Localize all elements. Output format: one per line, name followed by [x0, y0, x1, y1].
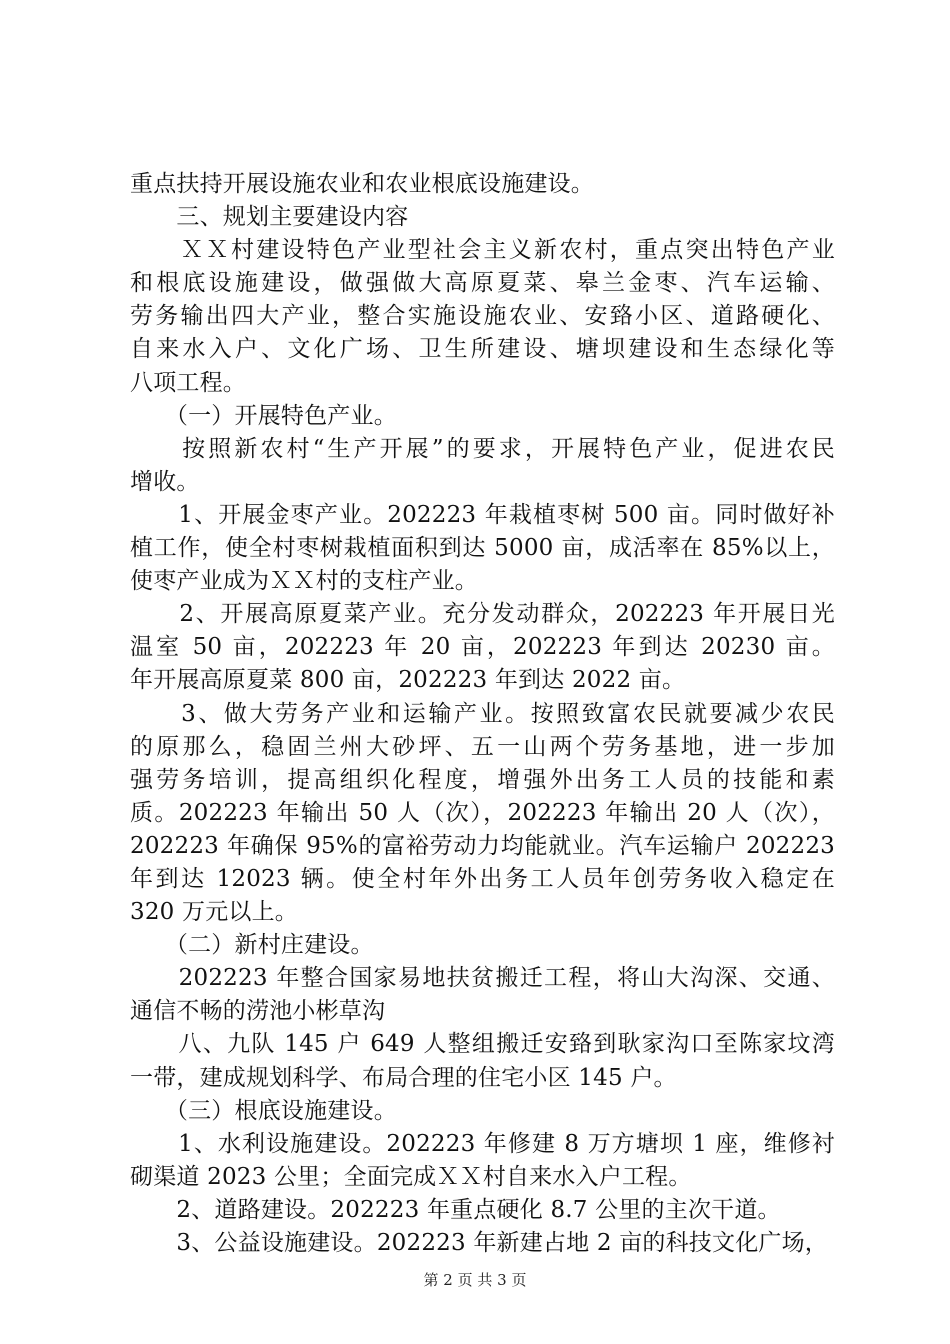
text-line: 2、道路建设。202223 年重点硬化 8.7 公里的主次干道。: [130, 1196, 781, 1223]
text-line: 的原那么，稳固兰州大砂坪、五一山两个劳务基地，进一步加: [130, 733, 835, 760]
text-line: ＸＸ村建设特色产业型社会主义新农村，重点突出特色产业: [130, 237, 835, 264]
text-line: 劳务输出四大产业，整合实施设施农业、安臵小区、道路硬化、: [130, 303, 835, 330]
text-line: （一）开展特色产业。: [130, 402, 397, 429]
text-line: 使枣产业成为ＸＸ村的支柱产业。: [130, 568, 478, 595]
page-footer: 第 2 页 共 3 页: [423, 1271, 527, 1289]
text-line: 202223 年确保 95%的富裕劳动力均能就业。汽车运输户 202223: [130, 832, 835, 859]
text-line: 一带，建成规划科学、布局合理的住宅小区 145 户。: [130, 1064, 677, 1091]
text-line: 增收。: [130, 468, 200, 495]
text-line: 重点扶持开展设施农业和农业根底设施建设。: [130, 171, 594, 197]
text-line: 1、开展金枣产业。202223 年栽植枣树 500 亩。同时做好补: [130, 501, 835, 528]
document-body: [130, 168, 835, 1260]
text-line: 年到达 12023 辆。使全村年外出务工人员年创劳务收入稳定在: [130, 865, 835, 892]
text-line: （二）新村庄建设。: [130, 932, 374, 959]
text-line: 按照新农村“生产开展”的要求，开展特色产业，促进农民: [130, 435, 835, 462]
text-line: 三、规划主要建设内容: [130, 204, 409, 231]
text-line: 自来水入户、文化广场、卫生所建设、塘坝建设和生态绿化等: [130, 336, 835, 363]
text-line: 1、水利设施建设。202223 年修建 8 万方塘坝 1 座，维修衬: [130, 1130, 835, 1157]
text-line: 年开展高原夏菜 800 亩，202223 年到达 2022 亩。: [130, 667, 686, 694]
text-line: 320 万元以上。: [130, 899, 299, 926]
text-line: 3、做大劳务产业和运输产业。按照致富农民就要减少农民: [130, 700, 835, 727]
text-line: 八、九队 145 户 649 人整组搬迁安臵到耿家沟口至陈家坟湾: [130, 1031, 835, 1058]
text-line: 植工作，使全村枣树栽植面积到达 5000 亩，成活率在 85%以上，: [130, 535, 835, 562]
text-line: 2、开展高原夏菜产业。充分发动群众，202223 年开展日光: [130, 601, 835, 628]
text-line: 202223 年整合国家易地扶贫搬迁工程，将山大沟深、交通、: [130, 965, 835, 992]
text-line: 3、公益设施建设。202223 年新建占地 2 亩的科技文化广场，: [130, 1230, 828, 1256]
text-line: 八项工程。: [130, 369, 246, 396]
text-line: （三）根底设施建设。: [130, 1097, 397, 1124]
text-line: 砌渠道 2023 公里；全面完成ＸＸ村自来水入户工程。: [130, 1163, 692, 1190]
text-line: 通信不畅的涝池小彬草沟: [130, 998, 386, 1025]
text-line: 和根底设施建设，做强做大高原夏菜、皋兰金枣、汽车运输、: [130, 270, 835, 297]
text-line: 强劳务培训，提高组织化程度，增强外出务工人员的技能和素: [130, 766, 835, 793]
text-line: 质。202223 年输出 50 人（次），202223 年输出 20 人（次），: [130, 799, 835, 826]
text-line: 温室 50 亩，202223 年 20 亩，202223 年到达 20230 亩。: [130, 634, 835, 661]
